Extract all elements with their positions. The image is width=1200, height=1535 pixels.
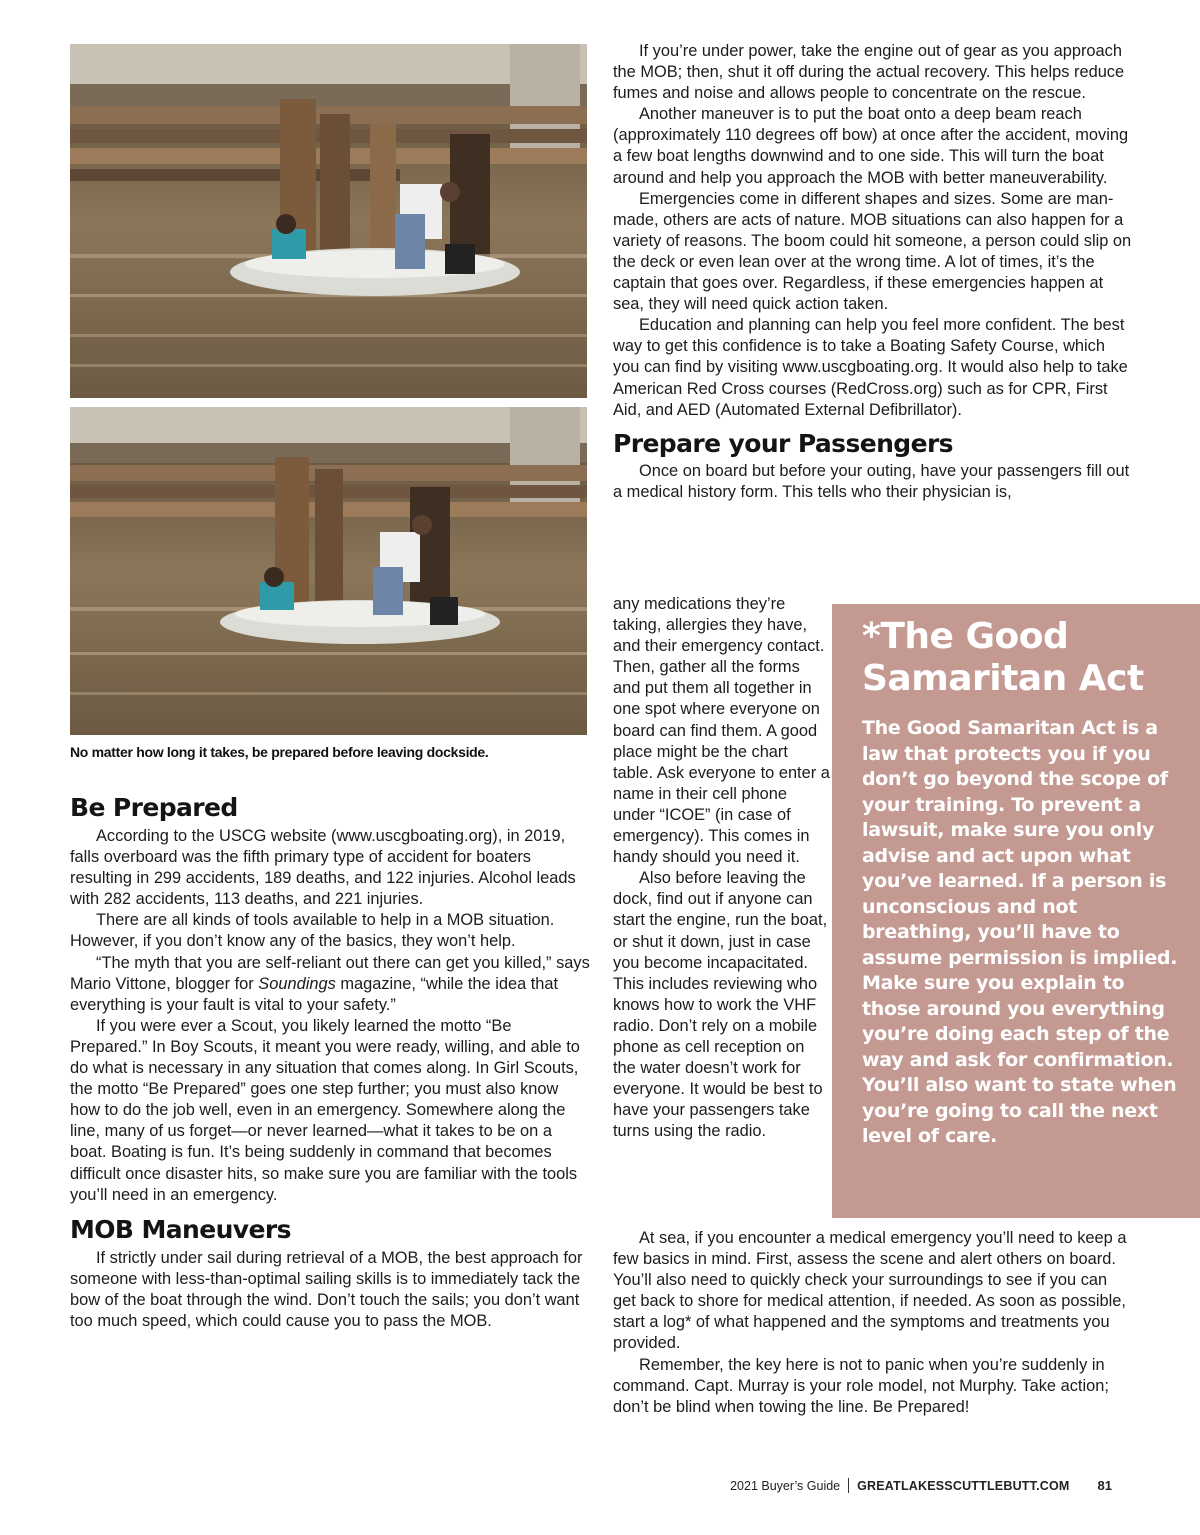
photo-dinghy-dock-1 <box>70 44 587 398</box>
dinghy-dock-photo-2-graphic <box>70 407 587 735</box>
good-samaritan-sidebar <box>832 604 1200 1218</box>
right-column-top <box>613 41 1133 503</box>
quote-paragraph <box>70 953 590 1016</box>
be-prepared-paragraph: According to the USCG website (www.uscgboating.org), in 2019, falls overboard was the fifth primary type of accident for boaters resulting in 299 accidents, 189 deaths, and 122 injuries. Alcohol leads with 282 accidents, 113 deaths, and 221 injuries. <box>70 827 576 909</box>
photo-dinghy-dock-2 <box>70 407 587 735</box>
closing-paragraph: Remember, the key here is not to panic when you’re suddenly in command. Capt. Murray is your role model, not Murphy. Take action; don’t be blind when towing the line. Be Prepared! <box>613 1355 1109 1416</box>
mob-maneuvers-heading: MOB Maneuvers <box>70 1214 291 1244</box>
dinghy-dock-photo-1-graphic <box>70 44 587 398</box>
body-paragraph: Emergencies come in different shapes and sizes. Some are man-made, others are acts of nature. MOB situations can also happen for a variety of reasons. The boom could hit someone, a person could slip on the deck or even lean over at the wrong time. A lot of times, it’s the captain that goes over. Regardless, if these emergencies happen at sea, they will need quick action taken. <box>613 189 1132 314</box>
body-paragraph: Another maneuver is to put the boat onto a deep beam reach (approximately 110 degrees off bow) at once after the accident, moving a few boat lengths downwind and to one side. This will turn the boat around and help you approach the MOB with better maneuverability. <box>613 105 1129 187</box>
be-prepared-heading: Be Prepared <box>70 793 238 822</box>
narrow-paragraph: Also before leaving the dock, find out if anyone can start the engine, run the boat, or shut it down, just in case you become incapacitated. This includes reviewing who knows how to work the VHF radio. Don’t rely on a mobile phone as cell reception on the water doesn’t work for everyone. It would be best to have your passengers take turns using the radio. <box>613 869 828 1141</box>
passengers-intro-paragraph: Once on board but before your outing, have your passengers fill out a medical history form. This tells who their physician is, <box>613 461 1130 501</box>
page-footer <box>730 1478 1112 1493</box>
quote-text-after: magazine, “while the idea that everything is your fault is vital to your safety.” <box>70 974 559 1014</box>
photo-caption: No matter how long it takes, be prepared before leaving dockside. <box>70 744 489 760</box>
right-column-bottom <box>613 1228 1133 1418</box>
page-number: 81 <box>1097 1478 1112 1493</box>
sidebar-body: The Good Samaritan Act is a law that protects you if you don’t go beyond the scope of your training. To prevent a lawsuit, make sure you only advise and act upon what you’ve learned. If a person is unconscious and not breathing, you’ll have to assume permission is implied. Make sure you explain to those around you everything you’re doing each step of the way and ask for confirmation. You’ll also want to state when you’re going to call the next level of care. <box>862 717 1178 1147</box>
footer-guide: 2021 Buyer’s Guide <box>730 1478 841 1493</box>
closing-paragraph: At sea, if you encounter a medical emergency you’ll need to keep a few basics in mind. First, assess the scene and alert others on board. You’ll also need to quickly check your surroundings to see if you can get back to shore for medical attention, if needed. As soon as possible, start a log* of what happened and the symptoms and treatments you provided. <box>613 1229 1127 1353</box>
magazine-name: Soundings <box>258 974 336 993</box>
quote-text-before: “The myth that you are self-reliant out there can get you killed,” says Mario Vittone, blogger for <box>70 953 590 993</box>
body-paragraph: Education and planning can help you feel more confident. The best way to get this confidence is to take a Boating Safety Course, which you can find by visiting www.uscgboating.org. It would also help to take American Red Cross courses (RedCross.org) such as for CPR, First Aid, and AED (Automated External Defibrillator). <box>613 316 1128 419</box>
body-paragraph: If you’re under power, take the engine out of gear as you approach the MOB; then, shut it off during the actual recovery. This helps reduce fumes and noise and allows people to concentrate on the rescue. <box>613 42 1125 103</box>
narrow-paragraph: any medications they’re taking, allergies they have, and their emergency contact. Then, gather all the forms and put them all together in one spot where everyone on board can find them. A good place might be the chart table. Ask everyone to enter a name in their cell phone under “ICOE” (in case of emergency). This comes in handy should you need it. <box>613 595 830 867</box>
narrow-column <box>613 594 831 1142</box>
scout-paragraph: If you were ever a Scout, you likely learned the motto “Be Prepared.” In Boy Scouts, it meant you were ready, willing, and able to do what is necessary in any situation that comes along. In Girl Scouts, the motto “Be Prepared” goes one step further; you must also know how to do the job well, even in an emergency. Somewhere along the line, many of us forget—or never learned—what it takes to be on a boat. Boating is fun. It’s being suddenly in command that becomes difficult once disaster hits, so make sure you are familiar with the tools you’ll need in an emergency. <box>70 1016 580 1204</box>
be-prepared-paragraph: There are all kinds of tools available to help in a MOB situation. However, if you don’t know any of the basics, they won’t help. <box>70 911 555 951</box>
mob-maneuvers-paragraph: If strictly under sail during retrieval of a MOB, the best approach for someone with less-than-optimal sailing skills is to immediately tack the bow of the boat through the wind. Don’t touch the sails; you don’t want too much speed, which could cause you to pass the MOB. <box>70 1248 583 1330</box>
left-column <box>70 790 590 1332</box>
footer-website: GREATLAKESSCUTTLEBUTT.COM <box>857 1478 1070 1493</box>
footer-divider <box>848 1478 849 1493</box>
prepare-passengers-heading: Prepare your Passengers <box>613 428 953 458</box>
sidebar-title: *The Good Samaritan Act <box>862 616 1144 699</box>
